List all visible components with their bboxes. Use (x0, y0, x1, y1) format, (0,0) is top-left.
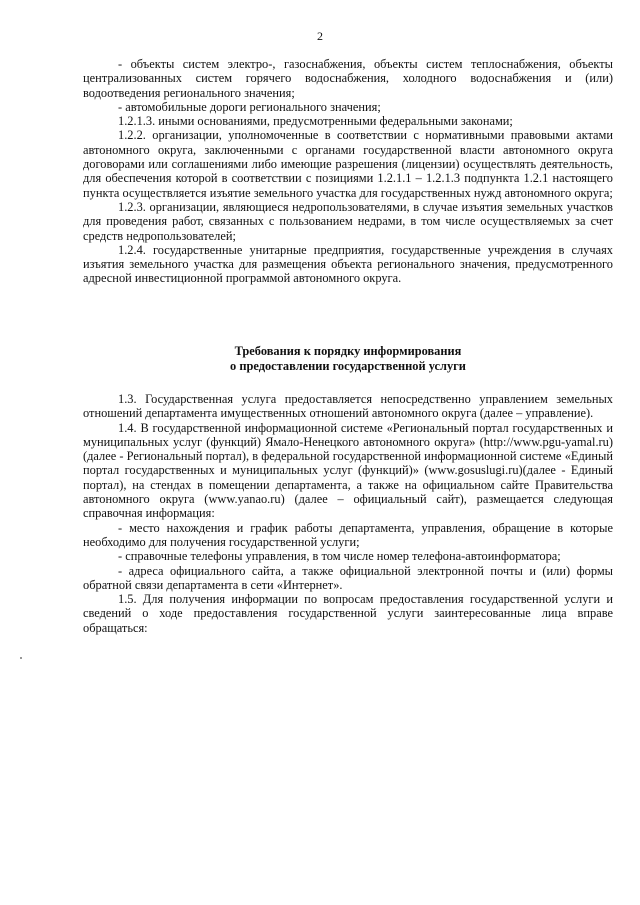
section-heading-line-1: Требования к порядку информирования (234, 344, 462, 358)
section-heading-line-2: о предоставлении государственной услуги (230, 359, 466, 373)
margin-mark (20, 657, 22, 659)
paragraph: - объекты систем электро-, газоснабжения, объекты систем теплоснабжения, объекты централизованных систем горячего водоснабжения, холодного водоснабжения и (или) водоотведения регионального значения; (83, 57, 613, 100)
paragraph: 1.5. Для получения информации по вопросам предоставления государственной услуги и сведений о ходе предоставления государственной услуги заинтересованные лица вправе обращаться: (83, 592, 613, 635)
paragraph: 1.2.1.3. иными основаниями, предусмотренными федеральными законами; (118, 114, 513, 129)
paragraph: 1.2.2. организации, уполномоченные в соответствии с нормативными правовыми актами автономного округа, заключенными с органами государственной власти автономного округа договорами или соглашениями либо имеющие разрешения (лицензии) осуществлять деятельность, для обеспечения которой в соответствии с позициями 1.2.1.1 – 1.2.1.3 подпункта 1.2.1 настоящего пункта осуществляется изъятие земельного участка для государственных нужд автономного округа; (83, 128, 613, 200)
paragraph: 1.4. В государственной информационной системе «Региональный портал государственных и муниципальных услуг (функций) Ямало-Ненецкого автономного округа» (http://www.pgu-yamal.ru) (далее - Региональный портал), в федеральной государственной информационной системе «Единый портал государственных и муниципальных услуг (функций)» (www.gosuslugi.ru)(далее - Единый портал), на стендах в помещении департамента, а также на официальном сайте Правительства автономного округа (www.yanao.ru) (далее – официальный сайт), размещается следующая справочная информация: (83, 420, 613, 521)
paragraph: - адреса официального сайта, а также официальной электронной почты и (или) формы обратной связи департамента в сети «Интернет». (83, 563, 613, 592)
paragraph: - автомобильные дороги регионального значения; (118, 99, 381, 114)
paragraph: - место нахождения и график работы департамента, управления, обращение в которые необходимо для получения государственной услуги; (83, 520, 613, 549)
section-heading (83, 344, 613, 374)
page-number: 2 (317, 29, 323, 43)
text-block-informing (83, 392, 613, 635)
paragraph: 1.2.3. организации, являющиеся недропользователями, в случае изъятия земельных участков для проведения работ, связанных с пользованием недрами, в том числе осуществляемых за счет средств недропользователей; (83, 199, 613, 243)
paragraph: 1.2.4. государственные унитарные предприятия, государственные учреждения в случаях изъятия земельного участка для размещения объекта регионального значения, предусмотренного адресной инвестиционной программой автономного округа. (83, 242, 613, 286)
paragraph: - справочные телефоны управления, в том числе номер телефона-автоинформатора; (118, 549, 561, 564)
paragraph: 1.3. Государственная услуга предоставляется непосредственно управлением земельных отношений департамента имущественных отношений автономного округа (далее – управление). (83, 392, 613, 421)
text-block-grounds (83, 57, 613, 286)
